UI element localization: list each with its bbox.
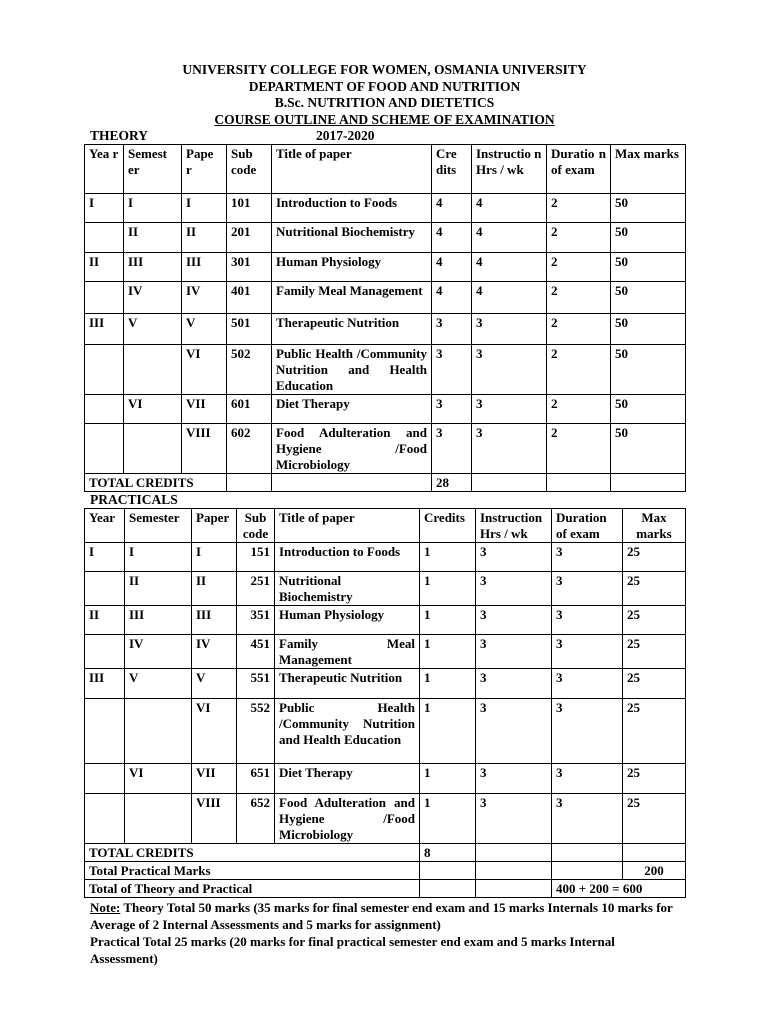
cell-credits: 1 [420,794,476,844]
cell-code: 651 [237,764,275,794]
cell-code: 201 [227,223,272,253]
cell-code: 652 [237,794,275,844]
practicals-header-row [85,509,686,543]
theory-total-credits: 28 [432,474,472,492]
table-row [85,794,686,844]
cell-code: 551 [237,669,275,699]
col-duration-header: Duration of exam [552,509,623,543]
table-row [85,606,686,635]
cell-duration: 2 [547,282,611,314]
cell-title: Family Meal Management [272,282,432,314]
document-header [84,62,685,128]
col-year-header: Year [85,509,125,543]
cell-paper: I [182,194,227,223]
table-row [85,635,686,669]
cell-title: Introduction to Foods [272,194,432,223]
cell-marks: 25 [623,794,686,844]
cell-marks: 50 [611,345,686,395]
theory-heading-row [84,128,685,144]
cell-marks: 50 [611,395,686,424]
cell-hrs: 3 [476,669,552,699]
table-row [85,253,686,282]
cell-code: 401 [227,282,272,314]
cell-semester: VI [125,764,192,794]
cell-duration: 2 [547,194,611,223]
cell-marks: 50 [611,253,686,282]
cell-paper: V [192,669,237,699]
col-semester-header: Semester [125,509,192,543]
table-row [85,572,686,606]
table-row [85,314,686,345]
cell-hrs: 3 [476,764,552,794]
cell-hrs: 3 [476,543,552,572]
cell-title: Therapeutic Nutrition [275,669,420,699]
theory-note-text: Theory Total 50 marks (35 marks for final semester end exam and 15 marks Internals 10 marks for Average of 2 Internal Assessments and 5 marks for assignment) [90,900,673,932]
cell-title: Human Physiology [275,606,420,635]
cell-title: Diet Therapy [275,764,420,794]
cell-semester [125,699,192,764]
cell-credits: 4 [432,253,472,282]
cell-code: 151 [237,543,275,572]
col-maxmarks-header: Max marks [611,145,686,194]
cell-semester [124,345,182,395]
total-practical-marks-value: 200 [623,862,686,880]
cell-paper: V [182,314,227,345]
col-paper-header: Pape r [182,145,227,194]
cell-paper: VI [182,345,227,395]
cell-credits: 1 [420,699,476,764]
theory-section-label: THEORY [90,128,149,143]
cell-hrs: 3 [476,635,552,669]
cell-code: 602 [227,424,272,474]
cell-title: Therapeutic Nutrition [272,314,432,345]
cell-duration: 3 [552,699,623,764]
cell-year [85,635,125,669]
department-title: DEPARTMENT OF FOOD AND NUTRITION [248,78,521,94]
col-subcode-header: Sub code [237,509,275,543]
cell-code: 101 [227,194,272,223]
cell-duration: 3 [552,635,623,669]
cell-duration: 2 [547,424,611,474]
cell-title: Public Health /Community Nutrition and Health Education [272,345,432,395]
cell-year: II [85,606,125,635]
practicals-section-label: PRACTICALS [90,492,178,507]
cell-code: 251 [237,572,275,606]
academic-year-range: 2017-2020 [316,128,375,143]
cell-year: III [85,314,124,345]
cell-semester: IV [125,635,192,669]
cell-credits: 3 [432,345,472,395]
cell-paper: II [192,572,237,606]
cell-title: Family Meal Management [275,635,420,669]
cell-year [85,764,125,794]
cell-marks: 25 [623,543,686,572]
cell-credits: 1 [420,635,476,669]
cell-semester: V [124,314,182,345]
theory-table [84,144,686,492]
cell-marks: 25 [623,635,686,669]
cell-marks: 25 [623,699,686,764]
cell-year [85,572,125,606]
cell-duration: 2 [547,395,611,424]
cell-code: 351 [237,606,275,635]
cell-marks: 50 [611,424,686,474]
cell-duration: 3 [552,794,623,844]
cell-year [85,395,124,424]
cell-semester: VI [124,395,182,424]
document-page [84,62,685,967]
col-title-header: Title of paper [272,145,432,194]
cell-duration: 3 [552,543,623,572]
col-maxmarks-header: Max marks [623,509,686,543]
cell-semester: IV [124,282,182,314]
cell-semester [124,424,182,474]
note-label: Note: [90,900,121,915]
cell-marks: 50 [611,282,686,314]
col-subcode-header: Sub code [227,145,272,194]
cell-hrs: 3 [476,699,552,764]
cell-credits: 3 [432,424,472,474]
cell-title: Nutritional Biochemistry [272,223,432,253]
table-row [85,282,686,314]
cell-year: II [85,253,124,282]
cell-title: Nutritional Biochemistry [275,572,420,606]
col-paper-header: Paper [192,509,237,543]
cell-hrs: 3 [472,395,547,424]
cell-year [85,424,124,474]
cell-paper: IV [192,635,237,669]
cell-duration: 3 [552,764,623,794]
cell-credits: 1 [420,543,476,572]
practicals-total-row [85,844,686,862]
cell-semester: I [125,543,192,572]
cell-year [85,699,125,764]
cell-year: I [85,543,125,572]
cell-marks: 50 [611,223,686,253]
cell-semester: III [124,253,182,282]
cell-duration: 2 [547,223,611,253]
program-title: B.Sc. NUTRITION AND DIETETICS [274,95,495,110]
col-semester-header: Semest er [124,145,182,194]
cell-code: 502 [227,345,272,395]
table-row [85,699,686,764]
cell-marks: 25 [623,572,686,606]
cell-paper: III [182,253,227,282]
cell-semester: II [125,572,192,606]
total-practical-marks-row [85,862,686,880]
table-row [85,543,686,572]
cell-hrs: 3 [476,572,552,606]
cell-year: I [85,194,124,223]
table-row [85,345,686,395]
grand-total-value: 400 + 200 = 600 [552,880,686,898]
cell-code: 301 [227,253,272,282]
cell-credits: 4 [432,223,472,253]
cell-hrs: 3 [472,345,547,395]
cell-paper: VII [192,764,237,794]
cell-credits: 1 [420,669,476,699]
cell-semester: I [124,194,182,223]
cell-paper: VIII [182,424,227,474]
cell-hrs: 4 [472,223,547,253]
cell-credits: 1 [420,764,476,794]
notes-block [84,899,685,967]
cell-marks: 50 [611,194,686,223]
cell-semester: V [125,669,192,699]
cell-title: Human Physiology [272,253,432,282]
table-row [85,764,686,794]
cell-marks: 25 [623,606,686,635]
cell-code: 552 [237,699,275,764]
col-instruction-header: Instructio n Hrs / wk [472,145,547,194]
cell-title: Diet Therapy [272,395,432,424]
cell-year [85,223,124,253]
cell-year: III [85,669,125,699]
cell-marks: 25 [623,669,686,699]
table-row [85,424,686,474]
cell-marks: 25 [623,764,686,794]
cell-year [85,345,124,395]
col-credits-header: Cre dits [432,145,472,194]
course-outline-title: COURSE OUTLINE AND SCHEME OF EXAMINATION [214,111,555,127]
col-credits-header: Credits [420,509,476,543]
total-practical-marks-label: Total Practical Marks [85,862,420,880]
cell-credits: 4 [432,282,472,314]
cell-credits: 1 [420,606,476,635]
practicals-total-credits: 8 [420,844,476,862]
cell-duration: 3 [552,606,623,635]
col-year-header: Yea r [85,145,124,194]
cell-paper: II [182,223,227,253]
cell-code: 601 [227,395,272,424]
cell-title: Food Adulteration and Hygiene /Food Microbiology [272,424,432,474]
cell-hrs: 3 [472,424,547,474]
cell-duration: 2 [547,314,611,345]
university-title: UNIVERSITY COLLEGE FOR WOMEN, OSMANIA UNIVERSITY [182,62,587,77]
cell-paper: VI [192,699,237,764]
grand-total-label: Total of Theory and Practical [85,880,420,898]
cell-marks: 50 [611,314,686,345]
cell-duration: 2 [547,345,611,395]
col-instruction-header: Instruction Hrs / wk [476,509,552,543]
cell-hrs: 4 [472,194,547,223]
cell-credits: 3 [432,395,472,424]
cell-title: Food Adulteration and Hygiene /Food Microbiology [275,794,420,844]
cell-credits: 4 [432,194,472,223]
cell-semester: III [125,606,192,635]
cell-semester [125,794,192,844]
theory-total-label: TOTAL CREDITS [85,474,227,492]
table-row [85,223,686,253]
cell-semester: II [124,223,182,253]
cell-credits: 3 [432,314,472,345]
cell-credits: 1 [420,572,476,606]
theory-note [90,899,685,933]
cell-paper: III [192,606,237,635]
cell-paper: I [192,543,237,572]
cell-title: Introduction to Foods [275,543,420,572]
practicals-table [84,508,686,898]
cell-title: Public Health /Community Nutrition and Health Education [275,699,420,764]
cell-code: 501 [227,314,272,345]
cell-duration: 2 [547,253,611,282]
cell-hrs: 4 [472,282,547,314]
col-title-header: Title of paper [275,509,420,543]
cell-hrs: 4 [472,253,547,282]
theory-header-row [85,145,686,194]
cell-hrs: 3 [476,606,552,635]
cell-paper: IV [182,282,227,314]
cell-duration: 3 [552,572,623,606]
cell-code: 451 [237,635,275,669]
table-row [85,194,686,223]
cell-paper: VII [182,395,227,424]
cell-year [85,794,125,844]
practical-note: Practical Total 25 marks (20 marks for final practical semester end exam and 5 marks Internal Assessment) [90,934,615,966]
practicals-total-label: TOTAL CREDITS [85,844,420,862]
theory-total-row [85,474,686,492]
grand-total-row [85,880,686,898]
cell-hrs: 3 [476,794,552,844]
cell-duration: 3 [552,669,623,699]
cell-paper: VIII [192,794,237,844]
table-row [85,395,686,424]
col-duration-header: Duratio n of exam [547,145,611,194]
cell-hrs: 3 [472,314,547,345]
table-row [85,669,686,699]
cell-year [85,282,124,314]
